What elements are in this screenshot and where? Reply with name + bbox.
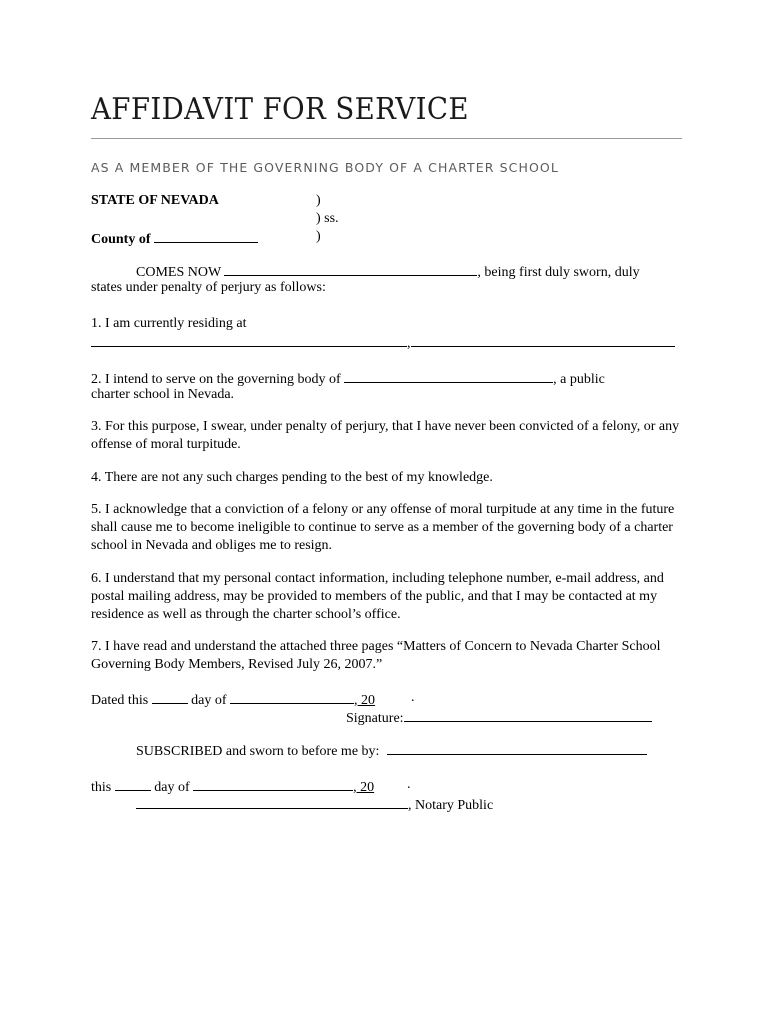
item-7-text: 7. I have read and understand the attached three pages “Matters of Concern to Nevada Charter School Governing Body Members, Revised July 26, 2007.” xyxy=(91,639,661,672)
notary-year-prefix: , 20 xyxy=(353,780,375,795)
dated-month-field[interactable] xyxy=(230,689,354,704)
affiant-name-field[interactable] xyxy=(224,261,477,276)
caption-paren-3: ) xyxy=(316,229,321,244)
signature-line xyxy=(346,707,652,728)
signature-label: Signature: xyxy=(346,711,404,726)
item-6 xyxy=(91,570,681,624)
charter-school-name-field[interactable] xyxy=(344,368,553,383)
comes-now-line-2: states under penalty of perjury as follows: xyxy=(91,280,326,295)
document-title: AFFIDAVIT FOR SERVICE xyxy=(91,92,469,127)
dated-day-field[interactable] xyxy=(152,689,188,704)
notary-public-label: , Notary Public xyxy=(408,798,494,813)
residence-separator: , xyxy=(407,336,411,351)
item-2-tail: , a public xyxy=(553,372,605,387)
signature-field[interactable] xyxy=(404,707,652,722)
comes-now-rest: , being first duly sworn, duly xyxy=(477,265,640,280)
notary-day-field[interactable] xyxy=(115,776,151,791)
residence-address-field[interactable] xyxy=(91,332,407,347)
dated-year-prefix: , 20 xyxy=(354,693,376,708)
notary-day-of-label: day of xyxy=(154,780,190,795)
item-5 xyxy=(91,501,681,555)
residence-row xyxy=(91,332,675,353)
county-field[interactable] xyxy=(154,228,258,243)
document-subtitle: AS A MEMBER OF THE GOVERNING BODY OF A CHARTER SCHOOL xyxy=(91,160,559,175)
notary-period: . xyxy=(407,777,411,792)
caption-paren-1: ) xyxy=(316,193,321,208)
dated-line xyxy=(91,689,375,710)
comes-now-lead: COMES NOW xyxy=(136,265,221,280)
notary-signature-field[interactable] xyxy=(136,794,408,809)
dated-period: . xyxy=(411,690,415,705)
notary-signature-line xyxy=(136,794,493,815)
dated-this-label: Dated this xyxy=(91,693,149,708)
item-7 xyxy=(91,638,681,674)
residence-city-field[interactable] xyxy=(411,332,675,347)
item-2-line-2: charter school in Nevada. xyxy=(91,387,235,402)
item-3 xyxy=(91,418,681,454)
caption-ss: ) ss. xyxy=(316,211,339,226)
county-label: County of xyxy=(91,232,151,247)
dated-day-of-label: day of xyxy=(191,693,227,708)
state-label: STATE OF NEVADA xyxy=(91,193,219,208)
subscribed-line xyxy=(136,740,647,761)
county-row xyxy=(91,228,258,249)
item-3-text: 3. For this purpose, I swear, under penalty of perjury, that I have never been convicted of a felony, or any offense of moral turpitude. xyxy=(91,419,680,452)
item-2-lead: 2. I intend to serve on the governing body of xyxy=(91,372,341,387)
subscribed-name-field[interactable] xyxy=(387,740,647,755)
notary-this-label: this xyxy=(91,780,112,795)
subscribed-label: SUBSCRIBED and sworn to before me by: xyxy=(136,744,380,759)
item-6-text: 6. I understand that my personal contact information, including telephone number, e-mail address, and postal mailing address, may be provided to members of the public, and that I may be contacted at my residence as well as through the charter school’s office. xyxy=(91,571,664,622)
item-5-text: 5. I acknowledge that a conviction of a felony or any offense of moral turpitude at any time in the future shall cause me to become ineligible to continue to serve as a member of the governing body of a charter school in Nevada and obliges me to resign. xyxy=(91,502,675,553)
notary-month-field[interactable] xyxy=(193,776,353,791)
title-divider xyxy=(91,138,682,139)
item-4: 4. There are not any such charges pending to the best of my knowledge. xyxy=(91,470,493,485)
item-1: 1. I am currently residing at xyxy=(91,316,247,331)
